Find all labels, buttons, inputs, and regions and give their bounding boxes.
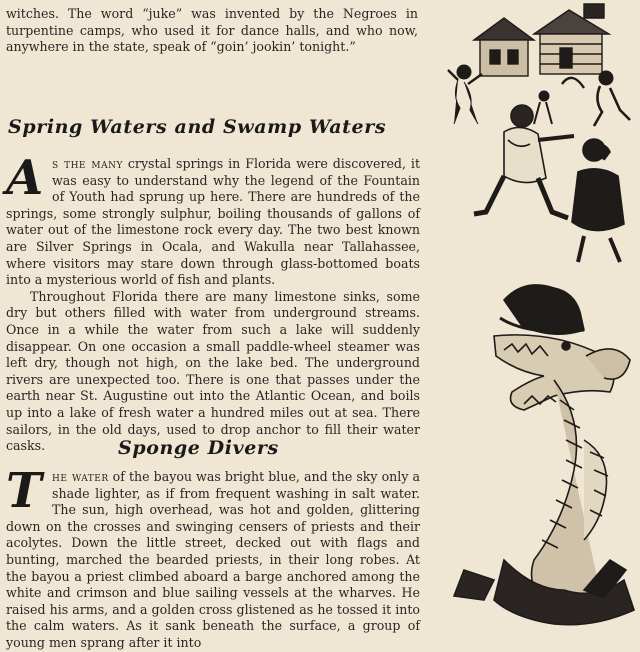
dropcap-t: T: [6, 463, 42, 519]
spring-paragraph-1-text: crystal springs in Florida were discovered, it was easy to understand why the legend of the Fountain of Youth had sprung up here. There are hundreds of the springs, some strongly sulphur, boiling thousands of gallons of water out of the limestone rock every day. The two best known are Silver Springs in Ocala, and Wakulla near Tallahassee, where visitors may stare down through glass-bottomed boats into a mysterious world of fish and plants.: [6, 156, 421, 288]
intro-text: witches. The word “juke” was invented by the Negroes in turpentine camps, who used it for dance halls, and who now, anywhere in the state, speak of “goin’ jookin’ tonight.”: [6, 6, 418, 55]
alligator-illustration: [454, 285, 634, 625]
lead-in-text: s the many: [52, 156, 123, 171]
dancing-figures: [448, 65, 630, 126]
spring-paragraph-2: Throughout Florida there are many limestone sinks, some dry but others filled with water from underground streams. Once in a while the water from such a lake will suddenly disappear. On one occasion a small paddle-wheel steamer was left dry, though not high, on the lake bed. The underground rivers are unexpected too. There is one that passes under the earth near St. Augustine out into the Atlantic Ocean, and boils up into a lake of fresh water a hundred miles out at sea. There sailors, in the old days, used to drop anchor to fill their water casks.: [6, 288, 420, 454]
section-sponge-divers: [6, 463, 420, 652]
sponge-paragraph-1: [6, 463, 420, 652]
lead-in-text-2: he water: [52, 469, 109, 484]
dropcap-a: A: [6, 150, 44, 206]
spring-paragraph-1: [6, 150, 421, 289]
illustration-column: [434, 0, 640, 640]
dancing-couple: [474, 105, 624, 262]
section-heading-sponge-divers: Sponge Divers: [118, 437, 279, 459]
section-heading-spring-waters: Spring Waters and Swamp Waters: [8, 116, 387, 138]
woodcut-illustration: [434, 0, 640, 640]
section-spring-waters: [6, 150, 421, 455]
intro-paragraph: [6, 6, 418, 56]
juke-joint-scene: [474, 4, 609, 76]
sponge-paragraph-1-text: of the bayou was bright blue, and the sky only a shade lighter, as if from frequent washing in salt water. The sun, high overhead, was hot and golden, glittering down on the crosses and swinging censers of priests and their acolytes. Down the little street, decked out with flags and bunting, marched the bearded priests, in their long robes. At the bayou a priest climbed aboard a barge anchored among the white and crimson and blue sailing vessels at the wharves. He raised his arms, and a golden cross glistened as he tossed it into the calm waters. As it sank beneath the surface, a group of young men sprang after it into: [6, 469, 420, 650]
